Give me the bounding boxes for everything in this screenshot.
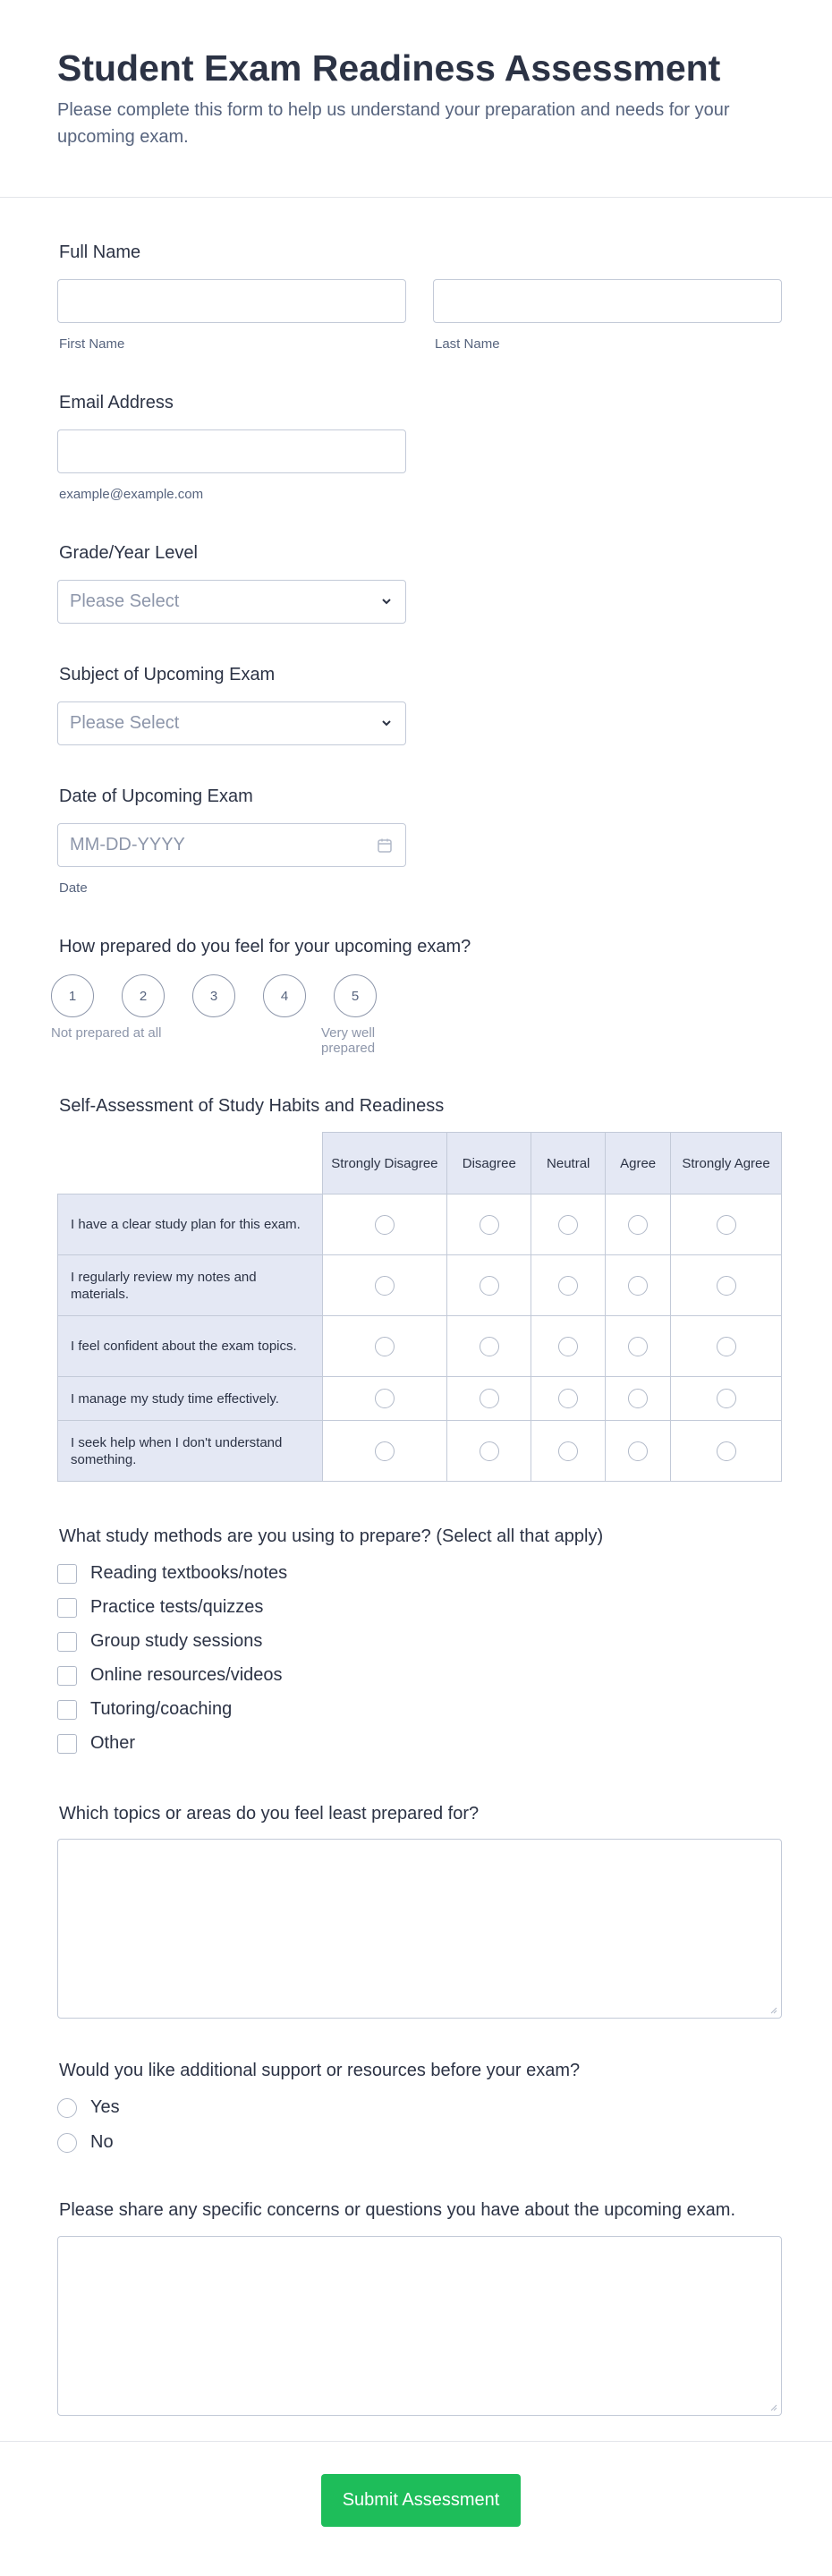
subject-label: Subject of Upcoming Exam xyxy=(59,665,276,684)
matrix-radio[interactable] xyxy=(717,1389,736,1408)
page-subtitle: Please complete this form to help us understand your preparation and needs for your upcoming exam. xyxy=(57,100,730,147)
method-option[interactable] xyxy=(57,1699,232,1720)
grade-label: Grade/Year Level xyxy=(59,543,198,563)
scale-option-5[interactable]: 5 xyxy=(334,974,377,1017)
matrix-radio[interactable] xyxy=(558,1441,578,1461)
matrix-radio[interactable] xyxy=(375,1215,395,1235)
grade-section xyxy=(57,542,406,624)
matrix-radio[interactable] xyxy=(375,1276,395,1296)
matrix-radio[interactable] xyxy=(628,1215,648,1235)
matrix-row-label: I have a clear study plan for this exam. xyxy=(58,1194,323,1255)
matrix-radio[interactable] xyxy=(717,1441,736,1461)
matrix-row xyxy=(58,1316,782,1377)
matrix-radio[interactable] xyxy=(480,1441,499,1461)
email-sublabel: example@example.com xyxy=(59,487,204,502)
subject-selected-value: Please Select xyxy=(70,713,180,733)
method-option-label: Other xyxy=(90,1733,136,1753)
matrix-radio[interactable] xyxy=(628,1337,648,1356)
page-title: Student Exam Readiness Assessment xyxy=(57,47,721,89)
matrix-section xyxy=(57,1095,782,1133)
concerns-label: Please share any specific concerns or questions you have about the upcoming exam. xyxy=(59,2200,735,2220)
method-option[interactable] xyxy=(57,1733,135,1754)
exam-date-label: Date of Upcoming Exam xyxy=(59,786,253,806)
matrix-radio[interactable] xyxy=(480,1276,499,1296)
checkbox[interactable] xyxy=(57,1700,77,1720)
exam-date-sublabel: Date xyxy=(59,880,88,896)
support-option-yes[interactable] xyxy=(57,2097,120,2118)
study-habits-matrix xyxy=(57,1132,782,1482)
matrix-col-strongly-agree: Strongly Agree xyxy=(671,1133,782,1194)
matrix-radio[interactable] xyxy=(480,1389,499,1408)
matrix-radio[interactable] xyxy=(717,1337,736,1356)
methods-section xyxy=(57,1526,782,1563)
form-footer xyxy=(0,2441,832,2576)
scale-low-caption: Not prepared at all xyxy=(51,1025,162,1041)
matrix-radio[interactable] xyxy=(480,1215,499,1235)
full-name-section xyxy=(57,242,782,352)
scale-option-4[interactable]: 4 xyxy=(263,974,306,1017)
radio[interactable] xyxy=(57,2098,77,2118)
checkbox[interactable] xyxy=(57,1666,77,1686)
preparedness-label: How prepared do you feel for your upcoming exam? xyxy=(59,937,471,956)
preparedness-section xyxy=(57,936,782,973)
weak-topics-label: Which topics or areas do you feel least prepared for? xyxy=(59,1804,480,1824)
matrix-radio[interactable] xyxy=(628,1389,648,1408)
scale-option-3[interactable]: 3 xyxy=(192,974,235,1017)
concerns-textarea[interactable] xyxy=(57,2236,782,2416)
matrix-radio[interactable] xyxy=(558,1215,578,1235)
exam-date-placeholder: MM-DD-YYYY xyxy=(70,835,185,854)
matrix-row-label: I feel confident about the exam topics. xyxy=(58,1316,323,1377)
method-option-label: Tutoring/coaching xyxy=(90,1699,233,1719)
weak-topics-textarea[interactable] xyxy=(57,1839,782,2019)
matrix-row xyxy=(58,1194,782,1255)
full-name-label: Full Name xyxy=(59,242,141,262)
method-option-label: Practice tests/quizzes xyxy=(90,1597,264,1617)
form-header xyxy=(0,0,832,198)
matrix-radio[interactable] xyxy=(628,1276,648,1296)
matrix-radio[interactable] xyxy=(558,1389,578,1408)
method-option[interactable] xyxy=(57,1665,283,1686)
matrix-col-neutral: Neutral xyxy=(531,1133,606,1194)
method-option-label: Reading textbooks/notes xyxy=(90,1563,288,1583)
matrix-radio[interactable] xyxy=(717,1276,736,1296)
matrix-radio[interactable] xyxy=(375,1337,395,1356)
resize-grip-icon[interactable] xyxy=(768,2005,777,2014)
last-name-sublabel: Last Name xyxy=(435,336,500,352)
chevron-down-icon xyxy=(380,717,393,729)
matrix-radio[interactable] xyxy=(558,1276,578,1296)
email-input[interactable] xyxy=(57,429,406,473)
matrix-col-disagree: Disagree xyxy=(447,1133,531,1194)
methods-label: What study methods are you using to prepare? (Select all that apply) xyxy=(59,1526,604,1546)
support-section xyxy=(57,2060,782,2097)
matrix-radio[interactable] xyxy=(375,1441,395,1461)
weak-topics-section xyxy=(57,1803,782,1841)
resize-grip-icon[interactable] xyxy=(768,2402,777,2411)
subject-section xyxy=(57,664,406,745)
matrix-row xyxy=(58,1377,782,1421)
grade-selected-value: Please Select xyxy=(70,591,180,611)
matrix-radio[interactable] xyxy=(628,1441,648,1461)
method-option-label: Online resources/videos xyxy=(90,1665,283,1685)
matrix-row-label: I manage my study time effectively. xyxy=(58,1377,323,1421)
support-option-no[interactable] xyxy=(57,2132,114,2153)
checkbox[interactable] xyxy=(57,1564,77,1584)
calendar-icon[interactable] xyxy=(377,837,393,854)
subject-select[interactable] xyxy=(57,701,406,745)
checkbox[interactable] xyxy=(57,1632,77,1652)
matrix-row-label: I regularly review my notes and materials. xyxy=(58,1255,323,1316)
scale-option-2[interactable]: 2 xyxy=(122,974,165,1017)
email-section xyxy=(57,392,406,502)
scale-high-caption: Very well prepared xyxy=(321,1025,376,1056)
submit-button[interactable]: Submit Assessment xyxy=(321,2474,521,2527)
matrix-col-strongly-disagree: Strongly Disagree xyxy=(322,1133,447,1194)
email-label: Email Address xyxy=(59,393,174,412)
matrix-label: Self-Assessment of Study Habits and Readiness xyxy=(59,1096,445,1116)
support-option-label: Yes xyxy=(90,2097,120,2117)
matrix-radio[interactable] xyxy=(717,1215,736,1235)
radio[interactable] xyxy=(57,2133,77,2153)
support-option-label: No xyxy=(90,2132,114,2152)
checkbox[interactable] xyxy=(57,1734,77,1754)
concerns-section xyxy=(57,2199,782,2237)
matrix-radio[interactable] xyxy=(558,1337,578,1356)
matrix-row xyxy=(58,1255,782,1316)
matrix-col-agree: Agree xyxy=(606,1133,671,1194)
exam-date-input[interactable] xyxy=(57,823,406,867)
method-option-label: Group study sessions xyxy=(90,1631,263,1651)
first-name-input[interactable] xyxy=(57,279,406,323)
matrix-row xyxy=(58,1421,782,1482)
support-label: Would you like additional support or resources before your exam? xyxy=(59,2061,581,2080)
matrix-radio[interactable] xyxy=(480,1337,499,1356)
first-name-sublabel: First Name xyxy=(59,336,125,352)
scale-option-1[interactable]: 1 xyxy=(51,974,94,1017)
matrix-row-label: I seek help when I don't understand something. xyxy=(58,1421,323,1482)
chevron-down-icon xyxy=(380,595,393,608)
matrix-corner xyxy=(58,1133,323,1194)
grade-select[interactable] xyxy=(57,580,406,624)
checkbox[interactable] xyxy=(57,1598,77,1618)
method-option[interactable] xyxy=(57,1563,287,1584)
method-option[interactable] xyxy=(57,1631,262,1652)
method-option[interactable] xyxy=(57,1597,263,1618)
last-name-input[interactable] xyxy=(433,279,782,323)
exam-date-section xyxy=(57,786,406,896)
matrix-radio[interactable] xyxy=(375,1389,395,1408)
